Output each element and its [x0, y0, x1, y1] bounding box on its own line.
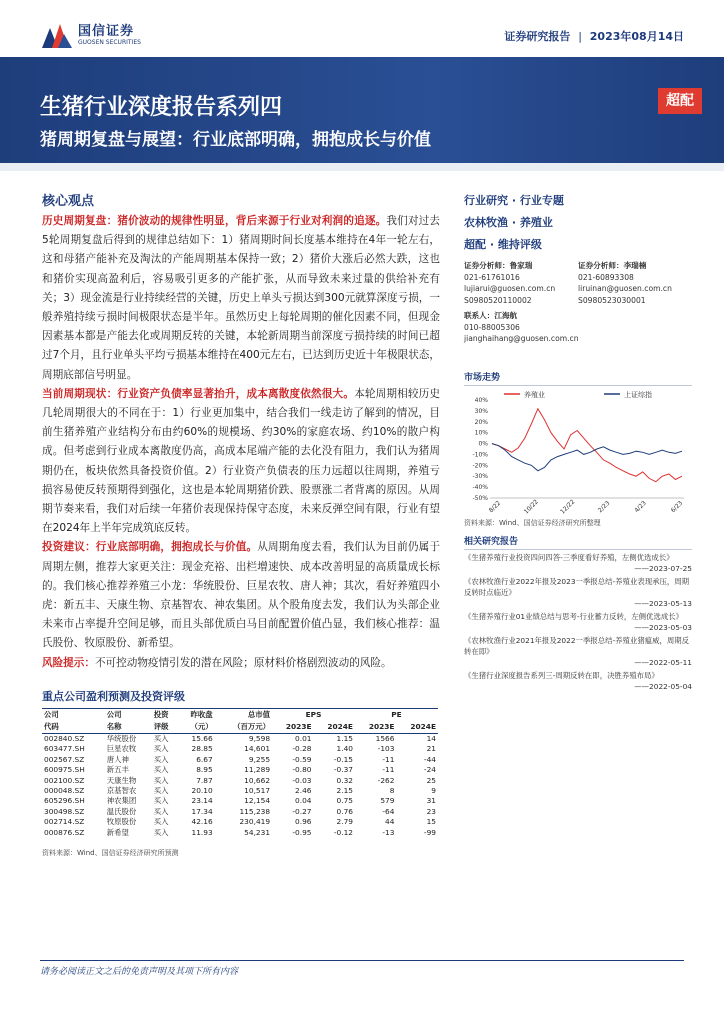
table-cell: 15.66 [191, 734, 213, 743]
table-cell: 002840.SZ [44, 734, 85, 743]
series-line [492, 409, 682, 482]
related-reports [464, 534, 692, 692]
th-pe-y1: 2023E [368, 722, 395, 731]
x-tick-label: 6/23 [669, 499, 685, 515]
table-cell: 14 [426, 734, 436, 743]
lead-history: 历史周期复盘：猪价波动的规律性明显，背后来源于行业对利润的追逐。 [42, 215, 387, 227]
contact-phone: 010-88005306 [464, 322, 520, 332]
forecast-table [42, 708, 438, 838]
table-cell: 002567.SZ [44, 754, 85, 764]
table-cell: 2.46 [295, 786, 312, 796]
th-name2: 名称 [106, 722, 122, 731]
table-cell: 买入 [153, 827, 169, 837]
core-view-title: 核心观点 [42, 194, 95, 209]
series-line [492, 444, 682, 471]
x-tick-label: 8/22 [487, 499, 503, 515]
market-chart-title: 市场走势 [464, 370, 692, 386]
table-row [42, 786, 438, 796]
table-cell: 1.15 [336, 734, 353, 743]
table-cell: -11 [382, 754, 395, 764]
table-cell: 605296.SH [44, 796, 85, 806]
table-cell: 0.04 [295, 796, 312, 806]
market-chart-svg [464, 386, 692, 518]
table-cell: 0.96 [295, 817, 312, 827]
y-tick-label: 40% [474, 397, 488, 404]
table-cell: 11,289 [244, 765, 271, 775]
x-tick-label: 4/23 [633, 499, 648, 515]
sidebar [464, 190, 692, 345]
chart-source: 资料来源：Wind、国信证券经济研究所整理 [464, 519, 601, 527]
table-cell: -0.80 [292, 765, 312, 775]
table-cell: 6.67 [196, 754, 213, 764]
analyst-2-email[interactable]: liruinan@guosen.com.cn [578, 284, 672, 293]
th-pe: PE [391, 710, 402, 719]
table-row [42, 734, 438, 745]
table-cell: 20.10 [191, 786, 213, 796]
table-cell: 17.34 [191, 806, 213, 816]
category-line-1: 行业研究 · 行业专题 [464, 194, 564, 207]
table-cell: 8.95 [196, 765, 213, 775]
table-cell: 115,238 [239, 806, 271, 816]
table-cell: 10,662 [244, 775, 271, 785]
table-row [42, 817, 438, 827]
table-cell: 603477.SH [44, 744, 85, 754]
table-cell: 12,154 [244, 796, 271, 806]
table-cell: -0.27 [292, 806, 312, 816]
text-history: 我们对过去5轮周期复盘后得到的规律总结如下：1）猪周期时间长度基本维持在4年一轮左右，这和母猪产能补充及淘汰的产能周期基本保持一致；2）猪价大涨后必然大跌，这也和猪价实现高盈利后，容易吸引更多的产能扩张，从而导致未来过量的供给补充有关；3）现金流是行业持续经营的关键，历史上单头亏损达到300元就算深度亏损，一般养殖持续亏损时间极限状态是半年。虽然历史上每轮周期的催化因素不同，但现金因素基本都是产能去化或周期反转的关键，本轮新周期当前深度亏损持续的时间已超过7个月，且行业单头平均亏损基本维持在400元左右，已达到历史近十年极限状态，周期底部信号明显。 [42, 215, 440, 381]
table-cell: 买入 [153, 765, 169, 775]
analyst-2-name: 李瑞楠 [623, 261, 647, 270]
table-cell: 巨星农牧 [106, 744, 137, 754]
table-row [42, 744, 438, 754]
table-cell: 2.79 [336, 817, 353, 827]
analyst-2-phone: 021-60893308 [578, 272, 634, 282]
table-row [42, 796, 438, 806]
report-date: ——2022-05-04 [634, 682, 692, 691]
analyst-1-name: 鲁家瑞 [509, 261, 533, 270]
report-item[interactable] [464, 635, 692, 668]
table-cell: 新五丰 [106, 765, 129, 775]
report-date: ——2023-05-13 [634, 599, 692, 608]
analyst-2-label: 证券分析师： [578, 261, 624, 270]
table-cell: -262 [377, 775, 395, 785]
x-tick-label: 2/23 [596, 499, 612, 515]
table-cell: 579 [380, 796, 395, 806]
contact-person [464, 310, 692, 345]
table-cell: 002100.SZ [44, 775, 85, 785]
th-name: 公司 [106, 710, 122, 719]
market-chart [464, 370, 692, 520]
logo-cn: 国信证券 [78, 23, 135, 39]
y-tick-label: -50% [472, 495, 488, 502]
th-eps-y1: 2023E [285, 722, 312, 731]
report-date: ——2022-05-11 [634, 658, 692, 667]
table-cell: 0.32 [336, 775, 353, 785]
table-cell: -0.03 [292, 775, 312, 785]
table-cell: 44 [385, 817, 395, 827]
table-cell: 21 [426, 744, 436, 754]
table-cell: -11 [382, 765, 395, 775]
table-cell: 神农集团 [106, 796, 137, 806]
table-cell: 1566 [375, 734, 395, 743]
footer-disclaimer: 请务必阅读正文之后的免责声明及其项下所有内容 [40, 967, 239, 977]
table-cell: 300498.SZ [44, 806, 85, 816]
table-cell: 28.85 [191, 744, 213, 754]
y-tick-label: -20% [472, 462, 488, 470]
top-bar [0, 0, 724, 57]
table-cell: 温氏股份 [106, 806, 137, 816]
table-cell: 8 [389, 786, 395, 796]
related-title: 相关研究报告 [464, 534, 692, 550]
legend-label: 上证综指 [624, 391, 652, 399]
table-cell: 31 [426, 796, 436, 806]
table-title: 重点公司盈利预测及投资评级 [42, 690, 185, 703]
table-cell: -13 [382, 827, 395, 837]
table-cell: 0.75 [336, 796, 353, 806]
table-cell: -64 [382, 806, 395, 816]
table-cell: 9 [431, 786, 436, 796]
table-row [42, 765, 438, 775]
report-title: 《农林牧渔行业2022年报及2023一季报总结-养殖业表现承压，周期反转时点临近》 [464, 577, 690, 597]
y-tick-label: -10% [472, 451, 488, 459]
title-banner [0, 57, 724, 163]
report-subtitle: 猪周期复盘与展望：行业底部明确，拥抱成长与价值 [40, 130, 431, 150]
table-cell: 买入 [153, 744, 169, 754]
table-cell: 002714.SZ [44, 817, 85, 827]
table-cell: 42.16 [191, 817, 213, 827]
report-item[interactable] [464, 611, 692, 633]
x-tick-label: 12/22 [559, 498, 577, 516]
th-pe-y2: 2024E [410, 722, 436, 731]
report-item[interactable] [464, 670, 692, 692]
logo-en: GUOSEN SECURITIES [78, 38, 141, 46]
table-cell: 买入 [153, 786, 169, 796]
table-cell: -0.37 [333, 765, 353, 775]
table-cell: 23 [426, 806, 436, 816]
report-item[interactable] [464, 576, 692, 609]
table-cell: -44 [423, 754, 436, 764]
lead-advice: 投资建议：行业底部明确，拥抱成长与价值。 [42, 541, 258, 554]
core-view-body [42, 212, 440, 673]
table-row [42, 776, 438, 786]
table-cell: 9,255 [248, 754, 271, 764]
table-row [42, 755, 438, 765]
report-title: 《生猪养殖行业投资四问四答-三季度看好养殖，左侧优选成长》 [464, 553, 674, 562]
y-tick-label: 20% [474, 418, 488, 426]
logo-mark-icon [42, 22, 72, 48]
y-tick-label: 10% [474, 429, 488, 437]
table-cell: 买入 [153, 775, 169, 785]
table-cell: 买入 [153, 806, 169, 816]
rating-badge: 超配 [658, 88, 702, 114]
table-cell: 600975.SH [44, 765, 85, 775]
table-cell: -0.95 [292, 827, 312, 837]
report-date: ——2023-07-25 [634, 564, 692, 573]
category-line-2: 农林牧渔 · 养殖业 [464, 216, 553, 229]
table-cell: 买入 [153, 734, 169, 743]
contact-name: 江海航 [494, 311, 518, 320]
table-cell: 华统股份 [106, 734, 137, 743]
table-cell: 7.87 [196, 775, 213, 785]
report-title: 生猪行业深度报告系列四 [40, 95, 283, 120]
table-cell: -0.59 [292, 754, 312, 764]
table-cell: 230,419 [239, 817, 271, 827]
table-cell: 10,517 [244, 786, 271, 796]
table-cell: 新希望 [106, 827, 129, 837]
table-cell: -0.15 [333, 754, 353, 764]
text-advice: 从周期角度去看，我们认为目前仍属于周期左侧，推荐大家更关注：现金充裕、出栏增速快、成本改善明显的高质量成长标的。我们核心推荐养殖三小龙：华统股份、巨星农牧、唐人神；其次，看好养殖四小虎：新五丰、天康生物、京基智农、神农集团。从个股角度去发，我们认为头部企业未来市占率提升空间足够，而且头部优质白马目前配置价值凸显，我们核心推荐：温氏股份、牧原股份、新希望。 [42, 541, 441, 650]
th-close2: （元） [190, 722, 213, 731]
report-title: 《农林牧渔行业2021年报及2022一季报总结-养殖业猪瘟威，周期反转在即》 [464, 636, 690, 656]
th-code2: 代码 [44, 722, 59, 731]
table-row [42, 828, 438, 838]
analyst-1 [464, 260, 578, 306]
analyst-2-id: S0980523030001 [578, 295, 646, 305]
report-title: 《生猪行业深度报告系列三-周期反转在即，决胜养殖布局》 [464, 671, 659, 680]
table-cell: 15 [426, 817, 436, 827]
table-cell: -0.12 [333, 827, 353, 837]
th-cap2: （百万元） [233, 722, 271, 731]
guosen-logo [42, 20, 172, 50]
table-cell: 0.01 [295, 734, 312, 743]
table-row [42, 807, 438, 817]
table-cell: 1.40 [336, 744, 353, 754]
header-sep: | [578, 30, 582, 43]
report-type: 证券研究报告 [504, 30, 571, 43]
table-note: 资料来源：Wind、国信证券经济研究所预测 [42, 849, 179, 857]
analyst-2 [578, 260, 692, 306]
paragraph-current [42, 385, 440, 539]
table-cell: 牧原股份 [106, 817, 137, 827]
legend-label: 养殖业 [524, 391, 545, 399]
report-date: 2023年08月14日 [589, 30, 684, 43]
analyst-block [464, 260, 692, 345]
table-cell: 25 [426, 775, 436, 785]
table-cell: 唐人神 [106, 754, 129, 764]
th-close: 昨收盘 [190, 710, 213, 719]
table-cell: 天康生物 [106, 775, 137, 785]
table-cell: 9,598 [248, 734, 271, 743]
table-cell: 14,601 [244, 744, 271, 754]
analyst-1-email[interactable]: lujiarui@guosen.com.cn [464, 284, 556, 293]
th-rating: 投资 [153, 710, 169, 719]
table-cell: 54,231 [244, 827, 271, 837]
table-cell: -0.28 [292, 744, 312, 754]
y-tick-label: 30% [474, 407, 488, 415]
analyst-1-id: S0980520110002 [464, 295, 532, 305]
text-risk: 不可控动物疫情引发的潜在风险；原材料价格剧烈波动的风险。 [94, 656, 392, 669]
y-tick-label: -30% [472, 473, 488, 481]
table-cell: 000876.SZ [44, 827, 85, 837]
text-current: 本轮周期相较历史几轮周期很大的不同在于：1）行业更加集中，结合我们一线走访了解到的情况，目前生猪养殖产业结构分布由约60%的规模场、约30%的家庭农场、约10%的散户构成。但考虑到行业成本离散度仍高，高成本尾端产能的去化没有阻力，我们认为猪周期仍在，板块依然具备投资价值。2）行业资产负债表的压力远超以往周期，养殖亏损容易使反转预期得到强化，这也是本轮周期猪价跌、股票涨二者背离的原因。从周期节奏来看，我们对后续一年猪价表现保持保守态度，未来反弹空间有限，行业有望在2024年上半年完成筑底反转。 [42, 387, 441, 535]
table-cell: -99 [423, 827, 436, 837]
th-cap: 总市值 [247, 710, 271, 719]
footer-divider [40, 960, 684, 961]
th-rating2: 评级 [153, 722, 169, 731]
lead-risk: 风险提示： [42, 656, 95, 669]
th-eps-y2: 2024E [327, 722, 353, 731]
x-tick-label: 10/22 [522, 498, 540, 516]
paragraph-history [42, 212, 440, 385]
report-item[interactable] [464, 552, 692, 574]
table-cell: 000048.SZ [44, 786, 85, 796]
analyst-1-phone: 021-61761016 [464, 272, 520, 282]
table-cell: 京基智农 [106, 786, 137, 796]
table-cell: 0.76 [336, 806, 353, 816]
banner-underline [0, 163, 724, 171]
lead-current: 当前周期现状：行业资产负债率显著抬升，成本离散度依然很大。 [42, 387, 355, 400]
th-eps: EPS [305, 710, 322, 719]
report-title: 《生猪养殖行业01业绩总结与思考-行业蓄力反转，左侧优选成长》 [464, 612, 684, 621]
th-code: 公司 [44, 710, 59, 719]
table-cell: 买入 [153, 754, 169, 764]
table-cell: -103 [377, 744, 395, 754]
paragraph-advice [42, 538, 440, 653]
table-cell: 23.14 [191, 796, 213, 806]
report-date: ——2023-05-03 [634, 623, 692, 632]
analyst-1-label: 证券分析师： [464, 261, 510, 270]
table-cell: 11.93 [191, 827, 213, 837]
table-cell: -24 [423, 765, 436, 775]
y-tick-label: -40% [472, 484, 488, 492]
category-line-3: 超配 · 维持评级 [464, 238, 542, 251]
contact-email[interactable]: jianghaihang@guosen.com.cn [464, 334, 579, 343]
paragraph-risk [42, 654, 440, 673]
header-meta [504, 28, 684, 44]
table-cell: 买入 [153, 796, 169, 806]
contact-label: 联系人： [464, 311, 495, 320]
table-cell: 买入 [153, 817, 169, 827]
table-cell: 2.15 [336, 786, 353, 796]
y-tick-label: 0% [478, 440, 488, 448]
